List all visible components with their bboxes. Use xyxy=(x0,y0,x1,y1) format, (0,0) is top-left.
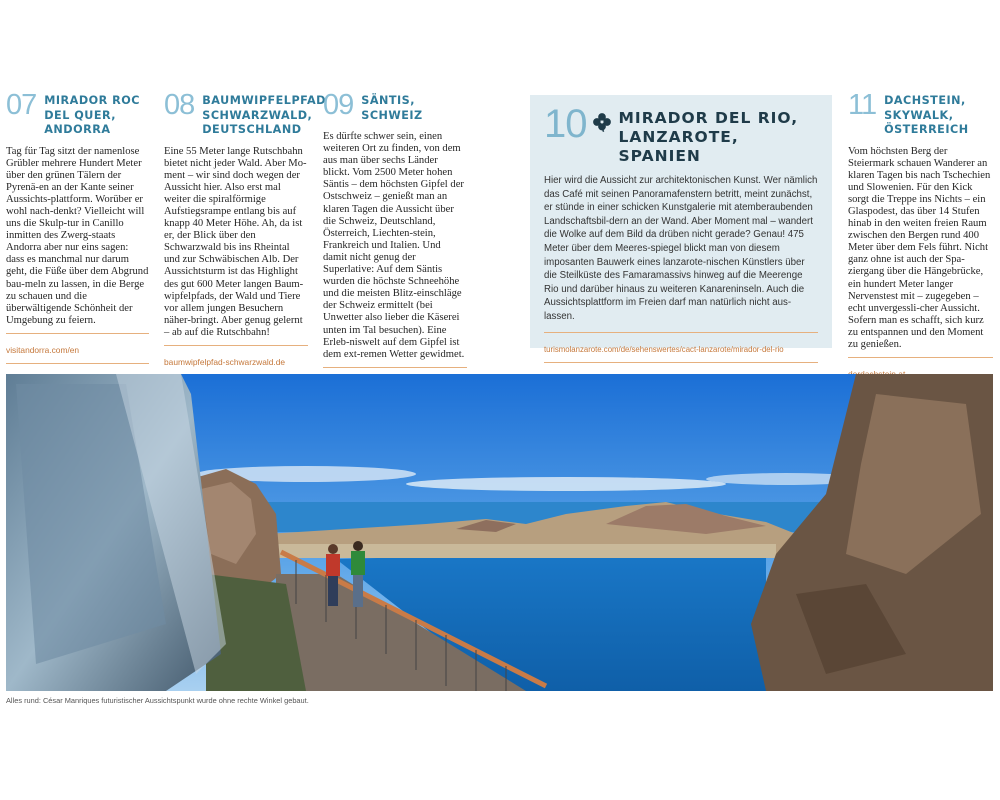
article-number: 08 xyxy=(164,89,195,121)
feature-link-box xyxy=(544,332,818,363)
article-header xyxy=(6,89,149,138)
article-title: MIRADOR ROC DEL QUER, ANDORRA xyxy=(44,94,140,136)
article-title: BAUMWIPFELPFAD SCHWARZWALD, DEUTSCHLAND xyxy=(202,94,326,136)
article-09 xyxy=(323,89,467,398)
feature-link[interactable]: turismolanzarote.com/de/sehenswertes/cact-lanzarote/mirador-del-rio xyxy=(544,344,784,354)
photo-caption: Alles rund: César Manriques futuristischer Aussichtspunkt wurde ohne rechte Winkel gebaut. xyxy=(6,696,309,705)
article-text: Eine 55 Meter lange Rutschbahn bietet nicht jeder Wald. Aber Mo-ment – wir sind doch wegen der Aussicht hier. Also erst mal weiter die spiralförmige Aufstiegsrampe entlang bis auf knapp 40 Meter Höhe. Ah, da ist er, der Blick über den Schwarzwald bis ins Rheintal und zur Schwäbischen Alb. Der Aussichtsturm ist das Highlight des gut 600 Meter langen Baum-wipfelpfads, der Wald und Tiere vor allem jungen Besuchern näher-bringt. Aber genug gelernt – ab auf die Rutschbahn! xyxy=(164,145,307,338)
article-header xyxy=(323,89,467,123)
feature-text: Hier wird die Aussicht zur architektonischen Kunst. Wer nämlich das Café mit seinen Panoramafenstern betritt, meint zunächst, er stünde in einer schicken Kunstgalerie mit atemberaubenden Landschaftsbil-dern an der Wand. Aber Moment mal – wandert die Wolke auf dem Bild da drüben nicht gerade? Genau! 475 Meter über dem Meeres-spiegel blickt man von diesem imposanten Bauwerk eines lanzarote-nischen Künstlers über die Steilküste des Famaramassivs hinweg auf die Meerenge Rio und darüber hinaus zu weiteren Kanareninseln. Auch die Aussichtsplattform im Freien darf man natürlich nicht aus-lassen. xyxy=(544,175,818,322)
article-header xyxy=(848,89,993,138)
article-text: Es dürfte schwer sein, einen weiteren Ort zu finden, von dem aus man über sechs Länder blickt. Vom 2500 Meter hohen Säntis – dem höchsten Gipfel der Ostschweiz – genießt man an klaren Tagen die Aussicht über die Schweiz, Deutschland, Österreich, Liechten-stein, Frankreich und Italien. Und damit nicht genug der Superlative: Auf dem Säntis wurden die höchste Schneehöhe und die meisten Blitz-einschläge der Schweiz ermittelt (bei Unwetter also lieber die Käserei unten im Tal besuchen). Eine Erleb-niswelt auf dem Gipfel ist dem ext-remen Wetter gewidmet. xyxy=(323,131,465,360)
clover-icon xyxy=(591,111,613,133)
article-number: 07 xyxy=(6,89,37,121)
article-link[interactable]: visitandorra.com/en xyxy=(6,344,80,355)
article-text: Vom höchsten Berg der Steiermark schauen Wanderer an klaren Tagen bis nach Tschechien und Slowenien. Für den Kick sorgt die Treppe ins Nichts – ein Glaspodest, das über 14 Stufen hinab in den weiten freien Raum zwischen den Bergen rund 400 Meter über dem Fels führt. Nicht ganz ohne ist auch der Spa-ziergang über die Hängebrücke, ein hundert Meter langer Nervenstest mit – zugegeben – echt unvergessli-cher Aussicht. Sofern man es schafft, sich kurz zu entspannen und den Moment zu genießen. xyxy=(848,145,991,350)
article-title: DACHSTEIN, SKYWALK, ÖSTERREICH xyxy=(884,94,969,136)
article-title: SÄNTIS, SCHWEIZ xyxy=(361,94,423,122)
feature-title: MIRADOR DEL RIO, LANZAROTE, SPANIEN xyxy=(618,109,799,165)
article-number: 11 xyxy=(848,89,877,121)
article-link[interactable]: baumwipfelpfad-schwarzwald.de xyxy=(164,357,286,367)
article-07 xyxy=(6,89,149,364)
lanzarote-photo xyxy=(6,374,993,691)
article-link-box xyxy=(6,333,149,364)
featured-article-10 xyxy=(530,95,832,354)
feature-header xyxy=(544,102,818,166)
article-08 xyxy=(164,89,326,376)
lanzarote-illustration xyxy=(6,374,993,691)
feature-number: 10 xyxy=(544,102,587,146)
article-text: Tag für Tag sitzt der namenlose Grübler mehrere Hundert Meter über den grünen Tälern der Pyrenä-en an der Kante seiner Aussichts-plattform. Worüber er wohl nach-denkt? Vielleicht will uns die Skulp-tur in Canillo inmitten des Zwerg-staats Andorra aber nur eins sagen: dass es manchmal nur darum geht, die Füße über dem Abgrund bau-meln zu lassen, in die Berge zu schauen und die überwältigende Schönheit der Umgebung zu feiern. xyxy=(6,145,149,326)
article-11 xyxy=(848,89,993,388)
article-header xyxy=(164,89,326,138)
article-number: 09 xyxy=(323,89,354,121)
article-link-box xyxy=(164,345,308,376)
